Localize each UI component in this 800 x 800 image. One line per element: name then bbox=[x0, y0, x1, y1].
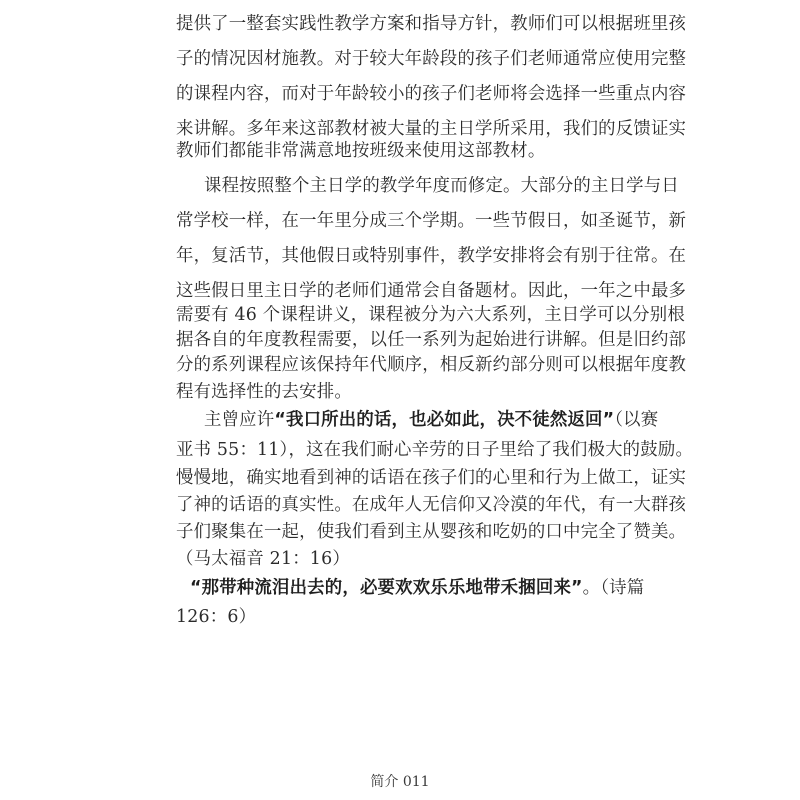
body-line: 这些假日里主日学的老师们通常会自备题材。因此，一年之中最多 bbox=[176, 281, 687, 301]
body-line: 需要有 46 个课程讲义，课程被分为六大系列，主日学可以分别根 bbox=[176, 305, 685, 325]
quote-line bbox=[204, 410, 659, 430]
quote-suffix: （以赛 bbox=[614, 410, 659, 430]
body-line: 常学校一样，在一年里分成三个学期。一些节假日，如圣诞节，新 bbox=[176, 211, 687, 231]
body-line: 据各自的年度教程需要，以任一系列为起始进行讲解。但是旧约部 bbox=[176, 330, 687, 350]
scripture-quote: “我口所出的话，也必如此，决不徒然返回” bbox=[274, 410, 615, 430]
body-line: （马太福音 21：16） bbox=[176, 549, 350, 569]
body-line: 程有选择性的去安排。 bbox=[176, 382, 352, 402]
scripture-quote: “那带种流泪出去的，必要欢欢乐乐地带禾捆回来” bbox=[190, 578, 583, 598]
body-line: 了神的话语的真实性。在成年人无信仰又冷漠的年代，有一大群孩 bbox=[176, 495, 687, 515]
body-line: 分的系列课程应该保持年代顺序，相反新约部分则可以根据年度教 bbox=[176, 355, 687, 375]
body-line: 子们聚集在一起，使我们看到主从婴孩和吃奶的口中完全了赞美。 bbox=[176, 522, 687, 542]
page-footer: 简介 011 bbox=[370, 774, 430, 790]
quote-suffix: 。（诗篇 bbox=[582, 578, 645, 598]
body-line: 慢慢地，确实地看到神的话语在孩子们的心里和行为上做工，证实 bbox=[176, 468, 687, 488]
body-line: 亚书 55：11），这在我们耐心辛劳的日子里给了我们极大的鼓励。 bbox=[176, 440, 694, 460]
body-line: 子的情况因材施教。对于较大年龄段的孩子们老师通常应使用完整 bbox=[176, 49, 687, 69]
body-line: 126：6） bbox=[176, 607, 257, 627]
quote-prefix: 主曾应许 bbox=[204, 410, 275, 430]
body-line: 教师们都能非常满意地按班级来使用这部教材。 bbox=[176, 141, 546, 161]
quote-line bbox=[190, 578, 645, 598]
body-line: 年，复活节，其他假日或特别事件，教学安排将会有别于往常。在 bbox=[176, 246, 687, 266]
body-line: 提供了一整套实践性教学方案和指导方针，教师们可以根据班里孩 bbox=[176, 14, 687, 34]
body-line: 来讲解。多年来这部教材被大量的主日学所采用，我们的反馈证实 bbox=[176, 119, 687, 139]
body-line: 课程按照整个主日学的教学年度而修定。大部分的主日学与日 bbox=[204, 176, 679, 196]
body-line: 的课程内容，而对于年龄较小的孩子们老师将会选择一些重点内容 bbox=[176, 84, 687, 104]
